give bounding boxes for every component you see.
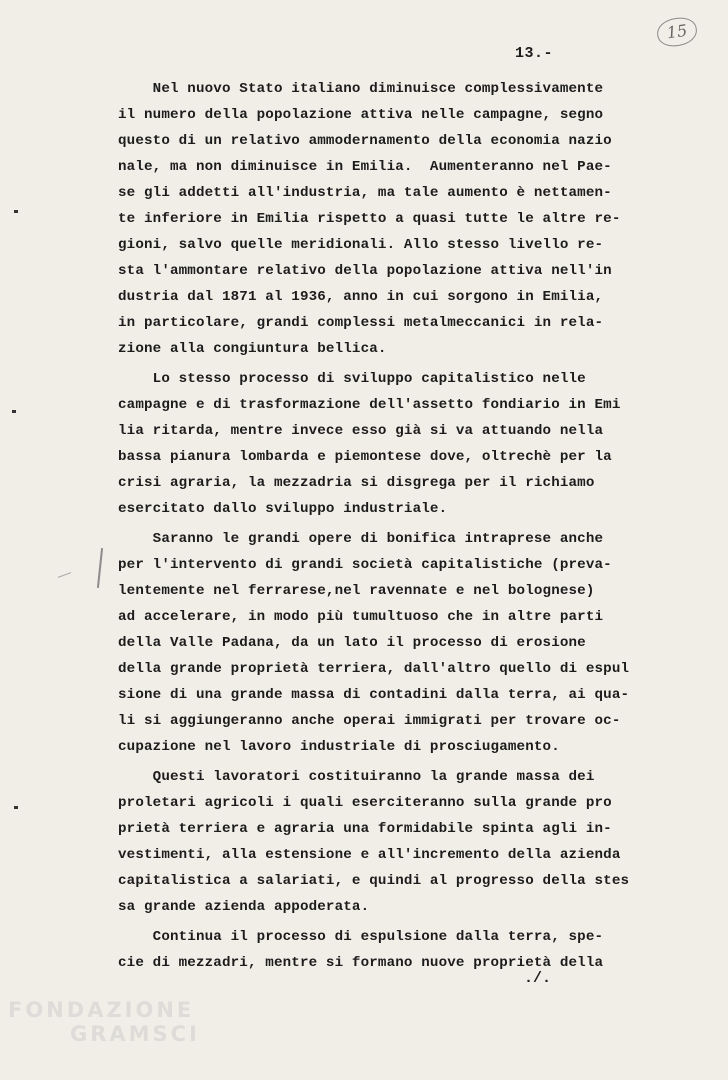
text-line: della Valle Padana, da un lato il processo di erosione — [118, 635, 586, 651]
pencil-margin-line — [97, 548, 103, 588]
text-line: li si aggiungeranno anche operai immigrati per trovare oc- — [118, 713, 621, 729]
text-line: Questi lavoratori costituiranno la grande massa dei — [118, 769, 595, 785]
text-line: ad accelerare, in modo più tumultuoso che in altre parti — [118, 609, 604, 625]
paragraph — [118, 76, 628, 362]
text-line: nale, ma non diminuisce in Emilia. Aumenteranno nel Pae- — [118, 159, 612, 175]
paragraph — [118, 764, 628, 920]
text-line: in particolare, grandi complessi metalmeccanici in rela- — [118, 315, 604, 331]
text-line: gioni, salvo quelle meridionali. Allo stesso livello re- — [118, 237, 604, 253]
text-line: se gli addetti all'industria, ma tale aumento è nettamen- — [118, 185, 612, 201]
text-line: zione alla congiuntura bellica. — [118, 341, 387, 357]
text-line: campagne e di trasformazione dell'assetto fondiario in Emi — [118, 397, 621, 413]
body-text — [118, 76, 628, 976]
text-line: Nel nuovo Stato italiano diminuisce complessivamente — [118, 81, 604, 97]
page-number: 13.- — [515, 45, 554, 62]
watermark-line-2: GRAMSCI — [70, 1022, 200, 1046]
text-line: prietà terriera e agraria una formidabile spinta agli in- — [118, 821, 612, 837]
text-line: sta l'ammontare relativo della popolazione attiva nell'in — [118, 263, 612, 279]
text-line: Lo stesso processo di sviluppo capitalistico nelle — [118, 371, 586, 387]
text-line: capitalistica a salariati, e quindi al progresso della stes — [118, 873, 630, 889]
text-line: bassa pianura lombarda e piemontese dove, oltrechè per la — [118, 449, 612, 465]
paragraph — [118, 924, 628, 976]
text-line: questo di un relativo ammodernamento della economia nazio — [118, 133, 612, 149]
pencil-margin-stroke — [58, 572, 71, 578]
text-line: proletari agricoli i quali eserciteranno sulla grande pro — [118, 795, 612, 811]
text-line: per l'intervento di grandi società capitalistiche (preva- — [118, 557, 612, 573]
text-line: te inferiore in Emilia rispetto a quasi tutte le altre re- — [118, 211, 621, 227]
text-line: Continua il processo di espulsione dalla terra, spe- — [118, 929, 604, 945]
text-line: cupazione nel lavoro industriale di prosciugamento. — [118, 739, 560, 755]
margin-tick — [14, 210, 18, 213]
watermark-line-1: FONDAZIONE — [8, 998, 195, 1022]
text-line: dustria dal 1871 al 1936, anno in cui sorgono in Emilia, — [118, 289, 604, 305]
text-line: lia ritarda, mentre invece esso già si va attuando nella — [118, 423, 604, 439]
text-line: crisi agraria, la mezzadria si disgrega per il richiamo — [118, 475, 595, 491]
archive-number-circle: 15 — [655, 15, 699, 48]
text-line: vestimenti, alla estensione e all'incremento della azienda — [118, 847, 621, 863]
watermark — [8, 998, 200, 1046]
text-line: Saranno le grandi opere di bonifica intraprese anche — [118, 531, 604, 547]
paragraph — [118, 526, 628, 760]
text-line: sa grande azienda appoderata. — [118, 899, 370, 915]
text-line: sione di una grande massa di contadini dalla terra, ai qua- — [118, 687, 630, 703]
margin-tick — [12, 410, 16, 413]
continuation-mark: ./. — [524, 970, 552, 987]
text-line: lentemente nel ferrarese,nel ravennate e nel bolognese) — [118, 583, 595, 599]
text-line: esercitato dallo sviluppo industriale. — [118, 501, 448, 517]
text-line: il numero della popolazione attiva nelle campagne, segno — [118, 107, 604, 123]
text-line: della grande proprietà terriera, dall'altro quello di espul — [118, 661, 630, 677]
paragraph — [118, 366, 628, 522]
text-line: cie di mezzadri, mentre si formano nuove proprietà della — [118, 955, 604, 971]
margin-tick — [14, 806, 18, 809]
